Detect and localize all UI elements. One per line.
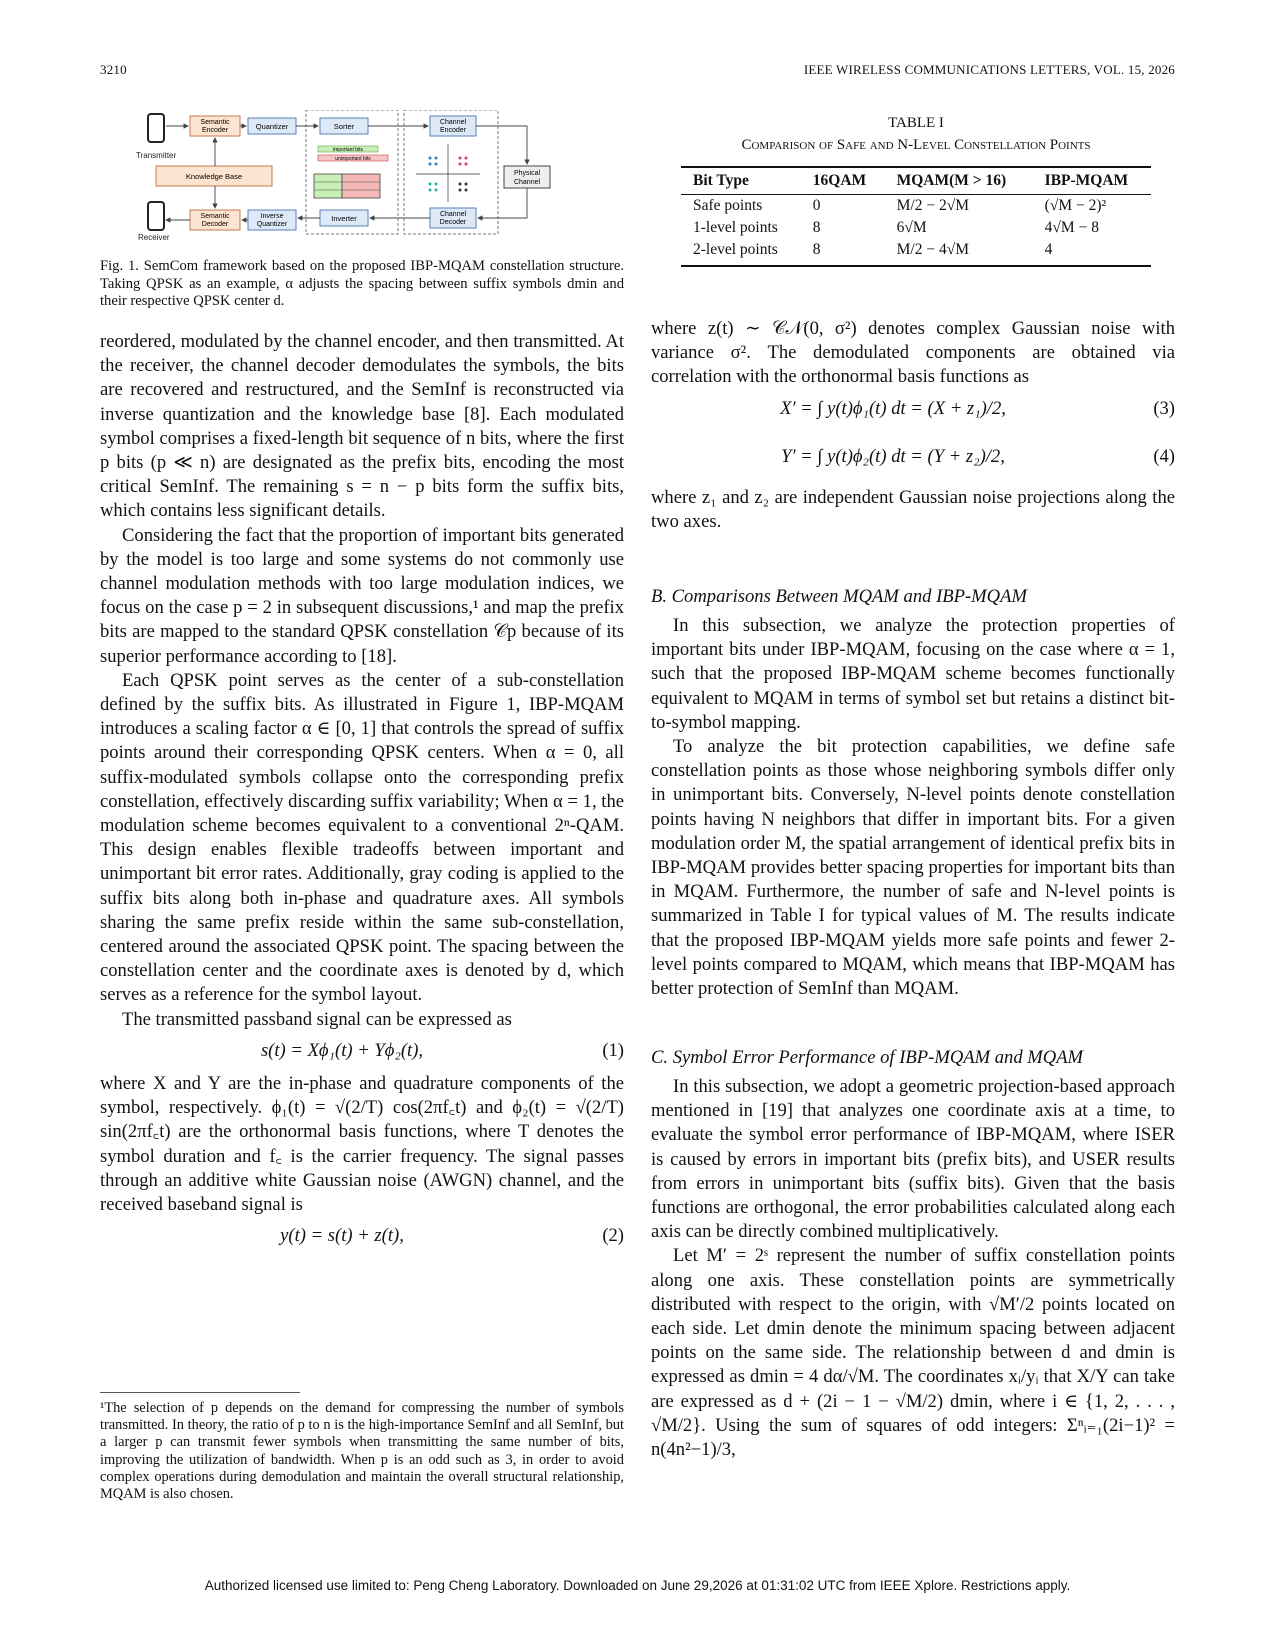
left-paragraph-1: reordered, modulated by the channel encoder, and then transmitted. At the receiver, the channel decoder demodulates the symbols, the bits are recovered and restructured, and the SemInf is reconstructed via inverse quantization and the knowledge base [8]. Each modulated symbol comprises a fixed-length bit sequence of n bits, where the first p bits (p ≪ n) are designated as the prefix bits, encoding the most critical SemInf. The remaining s = n − p bits form the suffix bits, which contains less significant details. — [100, 331, 624, 522]
journal-header: IEEE WIRELESS COMMUNICATIONS LETTERS, VOL. 15, 2026 — [803, 62, 1175, 77]
table-row: 2-level points 8 M/2 − 4√M 4 — [681, 239, 1151, 266]
equation-2: y(t) = s(t) + z(t), (2) — [280, 1225, 624, 1247]
qpsk-constellation-icon — [416, 144, 480, 202]
equation-1-number: (1) — [602, 1039, 624, 1061]
left-paragraph-3: Each QPSK point serves as the center of a sub-constellation defined by the suffix bits. As illustrated in Figure 1, IBP-MQAM introduces a scaling factor α ∈ [0, 1] that controls the spread of suffix points around their corresponding QPSK centers. When α = 0, all suffix-modulated symbols collapse onto the corresponding prefix constellation, effectively discarding suffix variability; When α = 1, the modulation scheme becomes equivalent to a conventional 2ⁿ-QAM. This design enables flexible tradeoffs between important and unimportant bit error rates. Additionally, gray coding is applied to the suffix bits along both in-phase and quadrature axes. All symbols sharing the same prefix reside within the same sub-constellation, centered around the associated QPSK point. The spacing between the constellation center and the coordinate axes is denoted by d, which serves as a reference for the symbol layout. — [100, 669, 624, 1006]
equation-4-number: (4) — [1153, 445, 1175, 467]
right-paragraph-6: Let M′ = 2ˢ represent the number of suffix constellation points along one axis. These constellation points are symmetrically distributed with respect to the origin, with √M′/2 points located on each side. Let dmin denote the minimum spacing between adjacent points on the same side. The relationship between d and dmin is expressed as dmin = 4 dα/√M. The coordinates xᵢ/yᵢ that X/Y can take are expressed as d + (2i − 1 − √M/2) dmin, where i ∈ {1, 2, . . . , √M/2}. Using the sum of squares of odd integers: Σⁿᵢ₌₁(2i−1)² = n(4n²−1)/3, — [651, 1245, 1175, 1461]
page-number: 3210 — [100, 62, 127, 77]
table-label: TABLE I — [888, 115, 944, 131]
svg-text:Decoder: Decoder — [201, 221, 229, 228]
table-row: 1-level points 8 6√M 4√M − 8 — [693, 219, 1099, 236]
semcom-framework-diagram — [134, 110, 604, 250]
table-title: Comparison of Safe and N-Level Constellation Points — [741, 137, 1091, 153]
svg-text:Knowledge Base: Knowledge Base — [185, 172, 243, 181]
receiver-label: Receiver — [138, 233, 170, 242]
right-paragraph-1: where z(t) ∼ 𝒞𝒩(0, σ²) denotes complex Gaussian noise with variance σ². The demodulated components are obtained via correlation with the orthonormal basis functions as — [651, 318, 1175, 388]
license-footer: Authorized licensed use limited to: Peng Cheng Laboratory. Downloaded on June 29,2026 at 01:31:02 UTC from IEEE Xplore. Restrictions apply. — [204, 1578, 1071, 1593]
right-paragraph-4: To analyze the bit protection capabilities, we define safe constellation points as those whose neighboring symbols differ only in unimportant bits. Conversely, N-level points denote constellation points having N neighbors that differ in important bits. For a given modulation order M, the spatial arrangement of identical prefix bits in IBP-MQAM provides better spacing properties for important bits than in MQAM. Furthermore, the number of safe and N-level points is summarized in Table I for typical values of M. The results indicate that the proposed IBP-MQAM yields more safe points and fewer 2-level points compared to MQAM, which means that IBP-MQAM has better protection of SemInf than MQAM. — [651, 736, 1175, 1000]
receiver-phone-icon — [148, 202, 164, 230]
left-paragraph-2: Considering the fact that the proportion of important bits generated by the model is too large and some systems do not commonly use channel modulation methods with too large modulation indices, we focus on the case p = 2 in subsequent discussions,¹ and map the prefix bits are mapped to the standard QPSK constellation 𝒞p because of its superior performance according to [18]. — [100, 524, 624, 667]
svg-text:Encoder: Encoder — [201, 127, 229, 134]
table-header: MQAM(M > 16) — [885, 167, 1033, 195]
comparison-table — [681, 166, 1151, 267]
svg-text:Semantic: Semantic — [200, 213, 230, 220]
equation-2-number: (2) — [602, 1225, 624, 1247]
section-b-heading: B. Comparisons Between MQAM and IBP-MQAM — [651, 586, 1027, 607]
table-row: Safe points 0 M/2 − 2√M (√M − 2)² — [693, 197, 1107, 214]
svg-text:Channel: Channel — [439, 119, 467, 126]
table-header: 16QAM — [801, 167, 885, 195]
left-paragraph-5: where X and Y are the in-phase and quadrature components of the symbol, respectively. ϕ₁(t) = √(2/T) cos(2πf꜀t) and ϕ₂(t) = √(2/T) sin(2πf꜀t) are the orthonormal basis functions, where T denotes the symbol duration and f꜀ is the carrier frequency. The signal passes through an additive white Gaussian noise (AWGN) channel, and the received baseband signal is — [100, 1072, 624, 1215]
svg-text:Quantizer: Quantizer — [256, 221, 288, 228]
table-header: IBP-MQAM — [1033, 167, 1151, 195]
svg-text:Quantizer: Quantizer — [255, 122, 289, 131]
transmitter-label: Transmitter — [136, 151, 177, 160]
footnote: ¹The selection of p depends on the demand for compressing the number of symbols transmitted. In theory, the ratio of p to n is the high-importance SemInf and all SemInf, but a larger p can transmit fewer symbols when transmitting the same number of bits, improving the utilization of bandwidth. When p is an odd such as 3, in order to avoid complex operations during demodulation and maintain the overall structural relationship, MQAM is also chosen. — [100, 1400, 624, 1503]
left-paragraph-4: The transmitted passband signal can be expressed as — [122, 1008, 512, 1030]
svg-text:Inverse: Inverse — [260, 213, 284, 220]
equation-1: s(t) = Xϕ₁(t) + Yϕ₂(t), (1) — [260, 1039, 624, 1061]
important-bits-label: important bits — [332, 147, 364, 153]
svg-text:Encoder: Encoder — [439, 127, 467, 134]
right-paragraph-3: In this subsection, we analyze the protection properties of important bits under IBP-MQAM, focusing on the case where α = 1, such that the proposed IBP-MQAM scheme becomes functionally equivalent to MQAM in terms of symbol set but retains a distinct bit-to-symbol mapping. — [651, 615, 1175, 733]
transmitter-phone-icon — [148, 114, 164, 142]
figure-1-diagram — [134, 110, 604, 250]
bits-grid-green — [314, 174, 342, 198]
svg-text:Semantic: Semantic — [200, 119, 230, 126]
svg-text:Inverter: Inverter — [331, 214, 357, 223]
figure-caption: Fig. 1. SemCom framework based on the proposed IBP-MQAM constellation structure. Taking QPSK as an example, α adjusts the spacing between suffix symbols dmin and their respective QPSK center d. — [100, 258, 624, 309]
bits-grid-red — [342, 174, 380, 198]
equation-3-number: (3) — [1153, 397, 1175, 419]
right-paragraph-2: where z₁ and z₂ are independent Gaussian noise projections along the two axes. — [651, 486, 1175, 532]
table-header: Bit Type — [681, 167, 801, 195]
svg-text:Sorter: Sorter — [333, 122, 355, 131]
svg-text:Channel: Channel — [513, 179, 541, 186]
svg-text:Decoder: Decoder — [439, 219, 467, 226]
svg-text:Physical: Physical — [513, 170, 541, 177]
right-paragraph-5: In this subsection, we adopt a geometric projection-based approach mentioned in [19] that analyzes one coordinate axis at a time, to evaluate the symbol error performance of IBP-MQAM, where ISER is caused by errors in important bits (prefix bits), and USER results from errors in unimportant bits (suffix bits). Given that the basis functions are orthogonal, the error probabilities calculated along each axis can be directly combined multiplicatively. — [651, 1076, 1175, 1243]
equation-3: X′ = ∫ y(t)ϕ₁(t) dt = (X + z₁)/2, (3) — [780, 397, 1175, 419]
equation-4: Y′ = ∫ y(t)ϕ₂(t) dt = (Y + z₂)/2, (4) — [781, 445, 1175, 467]
unimportant-bits-label: unimportant bits — [335, 156, 371, 162]
svg-text:Channel: Channel — [439, 211, 467, 218]
section-c-heading: C. Symbol Error Performance of IBP-MQAM and MQAM — [651, 1047, 1084, 1068]
footnote-rule — [100, 1392, 300, 1393]
